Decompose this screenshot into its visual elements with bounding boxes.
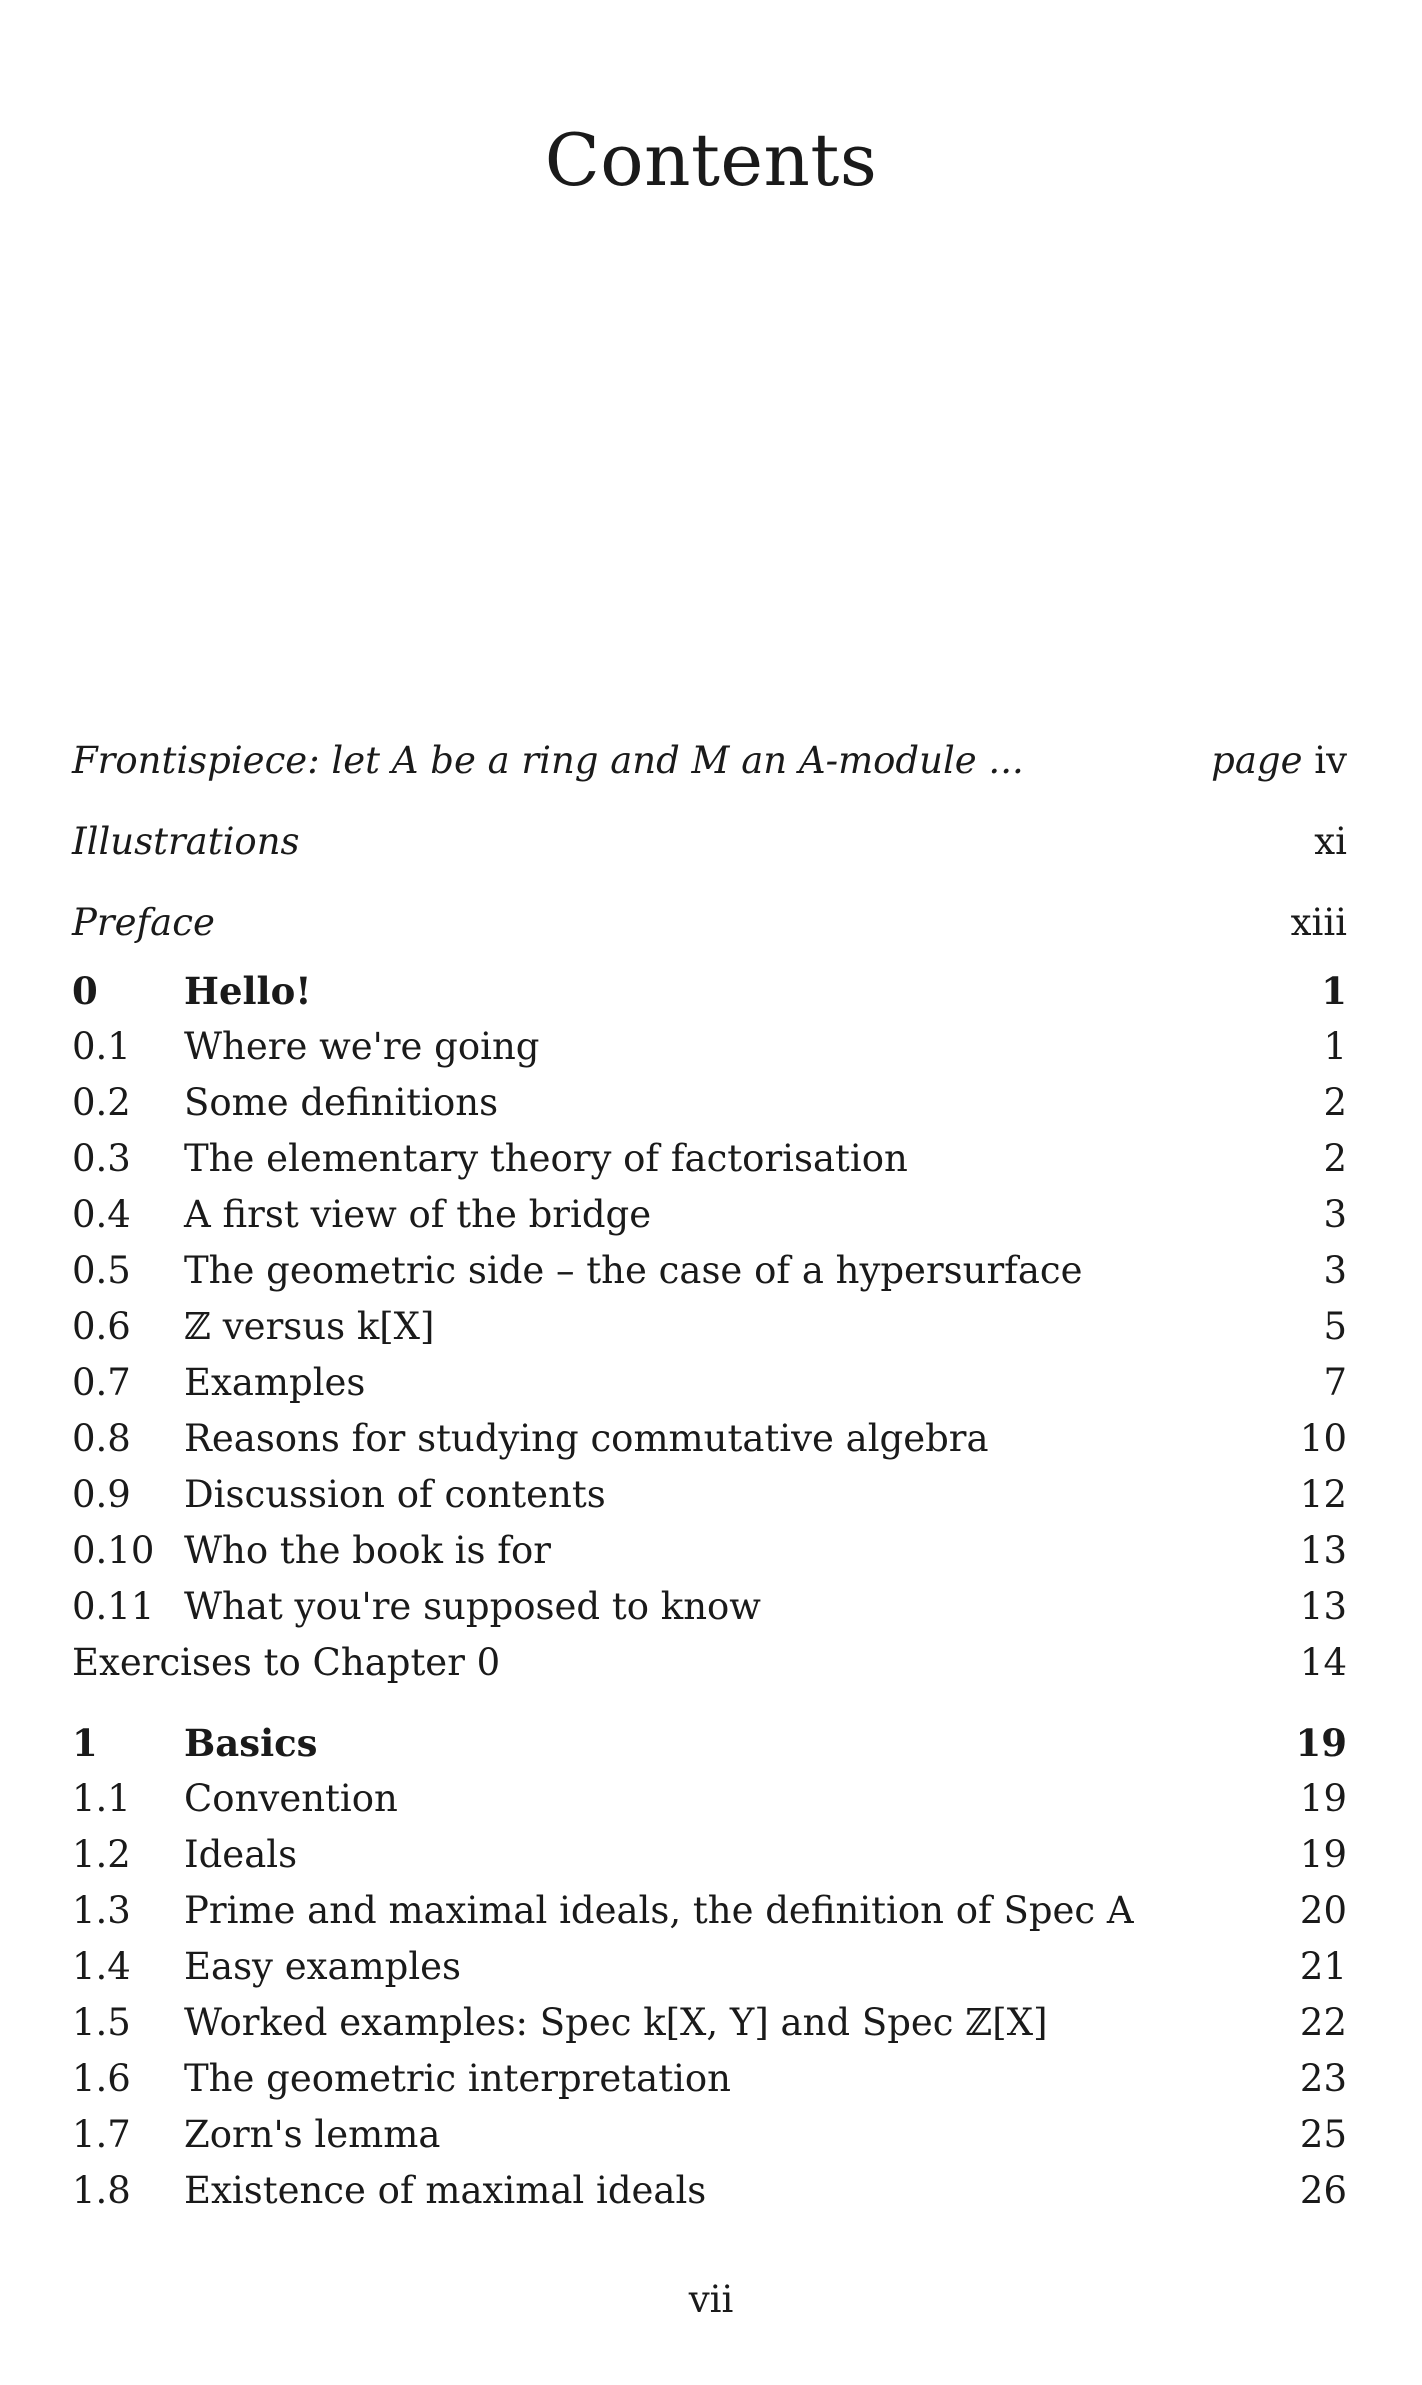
chapter-page: 1: [1321, 969, 1347, 1013]
section-title: What you're supposed to know: [184, 1585, 761, 1628]
toc-section[interactable]: [72, 1771, 1347, 1827]
section-number: 1.6: [72, 2057, 131, 2100]
section-page: 7: [1323, 1361, 1347, 1404]
section-number: 1.2: [72, 1833, 131, 1876]
chapter-title: Basics: [184, 1721, 318, 1765]
section-page: 22: [1299, 2001, 1347, 2044]
section-page: 19: [1299, 1777, 1347, 1820]
table-of-contents: [72, 720, 1347, 2219]
section-page: 23: [1299, 2057, 1347, 2100]
section-title: Examples: [184, 1361, 366, 1404]
chapter-title: Hello!: [184, 969, 312, 1013]
section-page: 21: [1299, 1945, 1347, 1988]
toc-section[interactable]: [72, 1131, 1347, 1187]
section-page: 3: [1323, 1249, 1347, 1292]
chapter-number: 0: [72, 969, 98, 1013]
section-page: 20: [1299, 1889, 1347, 1932]
toc-section[interactable]: [72, 1579, 1347, 1635]
toc-entry-preface[interactable]: [72, 882, 1347, 963]
section-page: 10: [1299, 1417, 1347, 1460]
section-title: The geometric interpretation: [184, 2057, 731, 2100]
section-number: 1.7: [72, 2113, 131, 2156]
section-title: Existence of maximal ideals: [184, 2169, 707, 2212]
toc-section[interactable]: [72, 1995, 1347, 2051]
section-page: 2: [1323, 1081, 1347, 1124]
section-number: 0.11: [72, 1585, 155, 1628]
section-title: Prime and maximal ideals, the definition of Spec A: [184, 1889, 1134, 1932]
toc-section[interactable]: [72, 1467, 1347, 1523]
toc-section[interactable]: [72, 1939, 1347, 1995]
section-number: 0.10: [72, 1529, 155, 1572]
section-page: 19: [1299, 1833, 1347, 1876]
toc-section[interactable]: [72, 1187, 1347, 1243]
page-number: iv: [1314, 739, 1347, 782]
section-number: 1.3: [72, 1889, 131, 1932]
section-title: Zorn's lemma: [184, 2113, 441, 2156]
page-title: Contents: [544, 118, 878, 202]
toc-section[interactable]: [72, 1019, 1347, 1075]
chapter-spacer: [72, 1691, 1347, 1715]
toc-section[interactable]: [72, 1883, 1347, 1939]
page-prefix: page: [1211, 739, 1303, 782]
section-number: 0.7: [72, 1361, 131, 1404]
section-page: 3: [1323, 1193, 1347, 1236]
section-number: 0.2: [72, 1081, 131, 1124]
toc-section[interactable]: [72, 1299, 1347, 1355]
toc-section[interactable]: [72, 1827, 1347, 1883]
section-number: 0.9: [72, 1473, 131, 1516]
section-number: 1.4: [72, 1945, 131, 1988]
section-number: 0.1: [72, 1025, 131, 1068]
chapter-number: 1: [72, 1721, 98, 1765]
section-number: 0.5: [72, 1249, 131, 1292]
section-title: Discussion of contents: [184, 1473, 606, 1516]
section-number: 1.8: [72, 2169, 131, 2212]
section-title: Some definitions: [184, 1081, 499, 1124]
section-number: 0.6: [72, 1305, 131, 1348]
section-page: 13: [1299, 1529, 1347, 1572]
toc-entry-label: Frontispiece: let A be a ring and M an A-module ...: [72, 739, 1024, 782]
toc-entry-label: Preface: [72, 901, 215, 944]
toc-section[interactable]: [72, 1411, 1347, 1467]
section-number: 0.3: [72, 1137, 131, 1180]
chapter-page: 19: [1295, 1721, 1347, 1765]
toc-exercises-chapter-0[interactable]: [72, 1635, 1347, 1691]
section-title: Who the book is for: [184, 1529, 551, 1572]
toc-entry-page: [1211, 720, 1347, 801]
section-number: 1.1: [72, 1777, 131, 1820]
exercises-title: Exercises to Chapter 0: [72, 1641, 501, 1684]
toc-section[interactable]: [72, 1355, 1347, 1411]
section-title: The geometric side – the case of a hypersurface: [184, 1249, 1083, 1292]
section-title: Easy examples: [184, 1945, 462, 1988]
section-page: 12: [1299, 1473, 1347, 1516]
section-title: Reasons for studying commutative algebra: [184, 1417, 989, 1460]
section-page: 25: [1299, 2113, 1347, 2156]
section-page: 2: [1323, 1137, 1347, 1180]
page-number-footer: vii: [688, 2278, 734, 2321]
section-title: Convention: [184, 1777, 398, 1820]
section-title: ℤ versus k[X]: [184, 1305, 435, 1348]
section-page: 1: [1323, 1025, 1347, 1068]
toc-section[interactable]: [72, 1075, 1347, 1131]
section-title: Worked examples: Spec k[X, Y] and Spec ℤ[X]: [184, 2001, 1048, 2044]
section-title: The elementary theory of factorisation: [184, 1137, 908, 1180]
section-number: 1.5: [72, 2001, 131, 2044]
toc-section[interactable]: [72, 1243, 1347, 1299]
toc-section[interactable]: [72, 2107, 1347, 2163]
toc-entry-illustrations[interactable]: [72, 801, 1347, 882]
exercises-page: 14: [1299, 1641, 1347, 1684]
toc-entry-frontispiece[interactable]: [72, 720, 1347, 801]
section-title: A first view of the bridge: [184, 1193, 652, 1236]
toc-section[interactable]: [72, 1523, 1347, 1579]
section-page: 5: [1323, 1305, 1347, 1348]
toc-entry-label: Illustrations: [72, 820, 300, 863]
section-title: Where we're going: [184, 1025, 540, 1068]
toc-entry-page: xiii: [1290, 901, 1347, 944]
toc-section[interactable]: [72, 2163, 1347, 2219]
toc-chapter-1[interactable]: [72, 1715, 1347, 1771]
toc-chapter-0[interactable]: [72, 963, 1347, 1019]
section-title: Ideals: [184, 1833, 298, 1876]
section-number: 0.8: [72, 1417, 131, 1460]
section-page: 13: [1299, 1585, 1347, 1628]
toc-entry-page: xi: [1314, 820, 1347, 863]
section-page: 26: [1299, 2169, 1347, 2212]
toc-section[interactable]: [72, 2051, 1347, 2107]
section-number: 0.4: [72, 1193, 131, 1236]
